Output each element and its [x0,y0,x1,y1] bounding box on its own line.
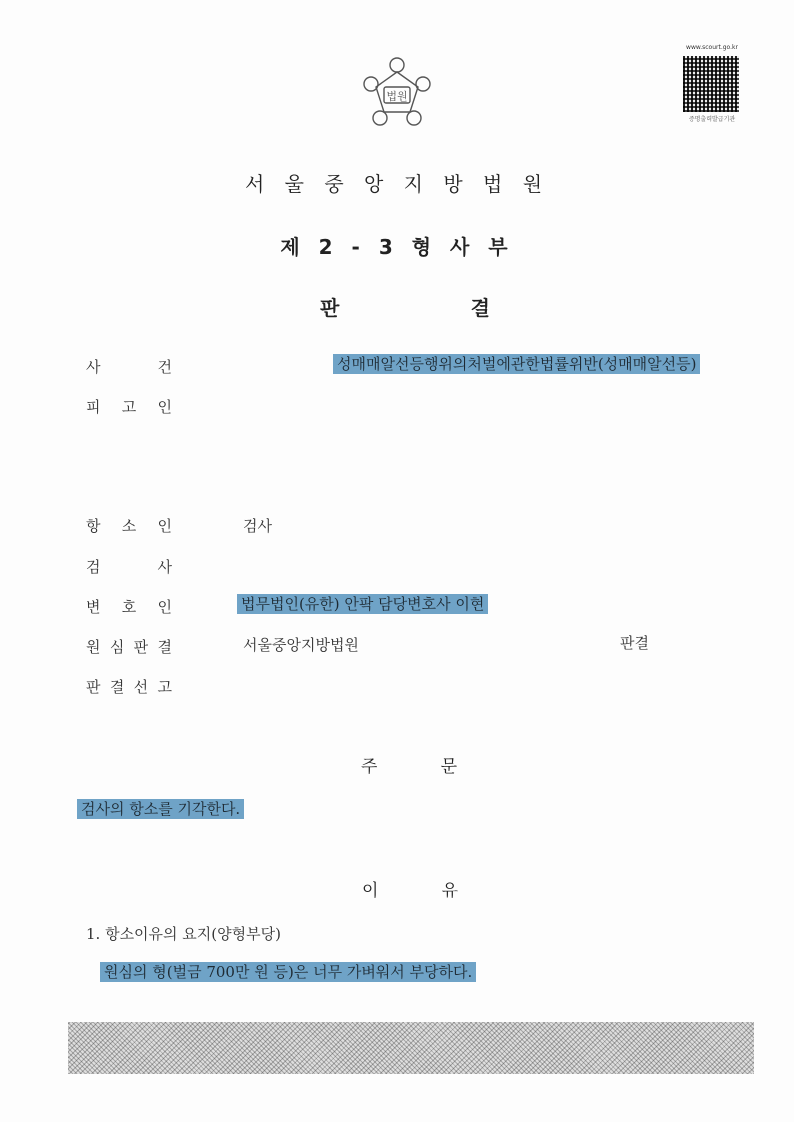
appellant-value: 검사 [243,517,272,535]
document-title [320,292,490,321]
original-court: 서울중앙지방법원 [243,636,359,654]
redacted-area [68,1022,754,1074]
label-prosecutor: 검 사 [86,558,172,576]
case-value [333,353,700,374]
case-highlight: 성매매알선등행위의처벌에관한법률위반(성매매알선등) [333,354,700,374]
court-seal [357,54,437,134]
qr-url: www.scourt.go.kr [686,44,738,51]
ruling-text [77,798,244,819]
qr-code [683,56,739,112]
reason-item-title: 1. 항소이유의 요지(양형부당) [86,925,281,943]
qr-caption: 증명출력발급기관 [688,116,736,123]
label-defendant: 피 고 인 [86,398,172,416]
label-case: 사 건 [86,358,172,376]
label-sentencing: 판 결 선 고 [86,678,172,696]
original-judgment-suffix: 판결 [620,634,649,652]
label-appellant: 항 소 인 [86,517,172,535]
division-name: 제 2 - 3 형 사 부 [280,235,514,259]
counsel-value [237,593,488,614]
ruling-heading: 주 문 [361,757,457,777]
seal-text: 법원 [386,90,408,103]
ruling-highlight: 검사의 항소를 기각한다. [77,799,244,819]
court-seal-icon [357,54,437,134]
label-original-judgment: 원 심 판 결 [86,638,172,656]
court-name: 서 울 중 앙 지 방 법 원 [244,172,550,196]
title-left: 판 [320,296,340,320]
label-counsel: 변 호 인 [86,598,172,616]
counsel-highlight: 법무법인(유한) 안팍 담당변호사 이현 [237,594,488,614]
reasons-heading: 이 유 [362,881,458,901]
reason-item-text [100,961,476,982]
title-right: 결 [470,296,490,320]
reason-highlight: 원심의 형(벌금 700만 원 등)은 너무 가벼워서 부당하다. [100,962,476,982]
